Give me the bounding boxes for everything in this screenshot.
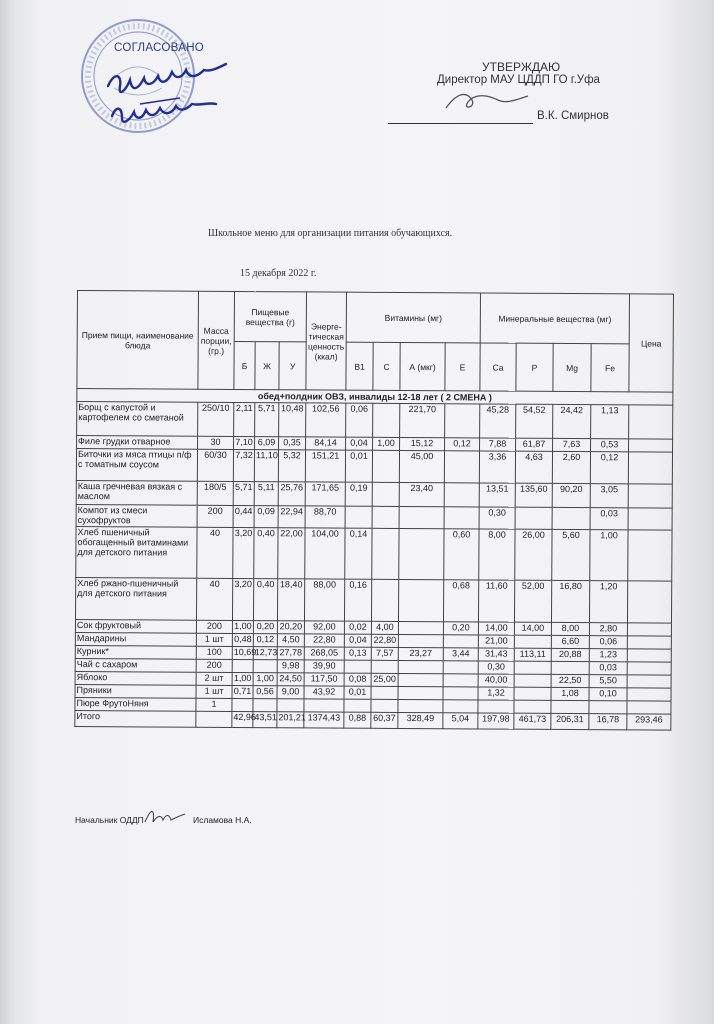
cell-c [372,482,399,506]
cell-b1: 0,08 [344,673,371,686]
dish-name: Курник* [75,645,196,659]
cell-c [372,528,399,579]
total-price: 293,46 [627,714,671,730]
cell-e: 0,60 [444,529,479,580]
total-fe: 16,78 [589,714,627,730]
cell-portion: 2 шт [196,672,232,685]
cell-mg: 20,88 [551,648,589,661]
signature-right-icon [440,84,540,118]
cell-zh: 1,00 [253,673,277,686]
cell-energy: 39,90 [304,660,344,673]
cell-b1 [345,506,372,528]
cell-mg: 1,08 [551,687,589,700]
cell-e [443,661,478,674]
dish-name: Пюре ФрутоНяня [75,697,196,711]
cell-e [444,483,479,507]
header-b1: В1 [346,342,373,390]
cell-fe: 1,20 [589,581,627,623]
header-a: А (мкг) [400,342,445,390]
cell-ca: 21,00 [478,635,514,648]
dish-name: Хлеб пшеничный обогащенный витаминами для детского питания [76,526,197,578]
cell-e [444,507,479,529]
cell-u: 9,00 [277,686,304,699]
cell-a: 15,12 [400,437,445,450]
cell-e [445,404,480,438]
cell-mg [552,507,590,529]
cell-p [514,635,551,648]
total-b1: 0,88 [344,712,371,728]
approve-title: УТВЕРЖДАЮ [482,60,561,74]
header-meal: Прием пищи, наименование блюда [77,291,199,390]
cell-b1: 0,04 [344,634,371,647]
cell-u: 18,40 [277,579,304,621]
cell-zh [253,699,277,712]
cell-fe [589,701,627,714]
cell-a: 45,00 [399,450,444,482]
header-minerals: Минеральные вещества (мг) [480,293,629,344]
cell-energy: 92,00 [304,621,344,634]
cell-c: 25,00 [371,673,398,686]
cell-b: 5,71 [233,481,254,505]
cell-a [399,528,444,579]
cell-u [277,699,304,712]
cell-ca: 3,36 [479,451,515,483]
cell-price [628,530,672,581]
dish-name: Яблоко [75,671,196,685]
cell-u: 20,20 [277,621,304,634]
cell-zh: 5,71 [255,403,279,437]
cell-price [627,701,671,714]
total-zh: 43,51 [253,712,277,728]
cell-portion: 200 [197,505,233,527]
total-row [75,710,671,730]
cell-b [232,698,253,711]
cell-a [398,660,443,673]
cell-fe: 1,23 [589,649,627,662]
cell-fe: 0,12 [590,452,628,484]
cell-u: 9,98 [277,660,304,673]
signature-line [388,123,533,124]
cell-b1 [344,660,371,673]
cell-e [443,687,478,700]
cell-zh: 5,11 [254,482,278,506]
cell-b1: 0,16 [344,579,371,621]
cell-mg: 24,42 [553,404,591,438]
cell-e: 0,20 [443,622,478,635]
cell-zh: 0,20 [253,621,277,634]
cell-energy: 88,00 [304,579,344,621]
header-portion: Масса порции, (гр.) [198,291,235,389]
total-portion [196,711,232,727]
cell-b: 7,32 [233,449,254,481]
cell-b: 0,44 [233,505,254,527]
cell-u: 0,35 [279,437,306,450]
cell-mg [551,700,589,713]
header-energy: Энерге-тическая ценность (ккал) [306,292,347,390]
cell-b: 0,71 [232,685,253,698]
cell-portion: 40 [197,527,233,578]
cell-ca [478,700,514,713]
total-label: Итого [75,710,196,727]
cell-p: 26,00 [515,529,552,580]
table-row [76,480,672,508]
cell-b: 7,10 [234,436,255,449]
cell-price [628,452,672,484]
table-row [76,449,672,485]
total-u: 201,21 [277,712,304,728]
cell-b1: 0,01 [344,686,371,699]
cell-zh: 0,12 [253,634,277,647]
cell-a [398,686,443,699]
cell-u: 22,94 [278,506,305,528]
cell-p: 54,52 [516,404,553,438]
cell-b1: 0,14 [345,528,372,579]
cell-c [371,686,398,699]
header-mg: Mg [553,343,591,391]
cell-a [398,673,443,686]
total-e: 5,04 [443,713,478,729]
cell-portion: 100 [196,646,232,659]
cell-ca: 0,30 [479,507,515,529]
cell-b1: 0,19 [345,482,372,506]
cell-p: 135,60 [515,483,552,507]
cell-p: 14,00 [514,622,551,635]
cell-price [627,688,671,701]
approve-role: Директор МАУ ЦДДП ГО г.Уфа [437,74,600,86]
cell-ca: 40,00 [478,674,514,687]
cell-a [399,506,444,528]
header-u: У [279,342,306,390]
cell-mg: 2,60 [552,451,590,483]
cell-mg [551,661,589,674]
cell-energy: 117,50 [304,673,344,686]
cell-b1 [344,699,371,712]
header-nutrients: Пищевые вещества (г) [234,291,306,341]
cell-fe: 0,06 [589,636,627,649]
cell-fe: 1,00 [590,530,628,581]
total-a: 328,49 [398,712,443,728]
cell-b: 1,00 [232,672,253,685]
cell-zh: 6,09 [255,437,279,450]
cell-c [372,506,399,528]
cell-portion: 1 шт [196,633,232,646]
table-row [76,526,672,581]
cell-zh: 0,56 [253,686,277,699]
cell-e [443,635,478,648]
cell-energy: 171,65 [305,482,345,506]
cell-b: 0,48 [232,633,253,646]
cell-ca: 14,00 [478,622,514,635]
dish-name: Филе грудки отварное [77,436,198,450]
table-row [75,577,671,623]
cell-a [398,699,443,712]
header-c: С [373,342,400,390]
cell-p: 4,63 [515,451,552,483]
cell-e: 0,12 [445,438,480,451]
cell-a: 23,27 [398,647,443,660]
table-row [77,402,673,440]
header-price: Цена [629,294,674,392]
cell-b: 3,20 [233,527,254,578]
total-ca: 197,98 [478,713,514,729]
cell-zh: 11,10 [254,450,278,482]
dish-name: Биточки из мяса птицы п/ф с томатным соусом [76,449,197,482]
cell-p: 113,11 [514,648,551,661]
cell-mg: 5,60 [552,529,590,580]
cell-e [443,700,478,713]
cell-energy: 22,80 [304,634,344,647]
cell-mg: 90,20 [552,483,590,507]
cell-portion: 200 [196,659,232,672]
cell-b1: 0,13 [344,647,371,660]
footer-signature-icon [142,804,187,830]
cell-fe: 1,13 [591,405,629,439]
cell-c [373,403,400,437]
cell-p: 61,87 [516,438,553,451]
cell-zh: 0,09 [254,506,278,528]
total-b: 42,96 [232,711,253,727]
cell-p [514,687,551,700]
cell-p [514,661,551,674]
cell-p [514,674,551,687]
section-title: обед+полдник ОВЗ, инвалиды 12-18 лет ( 2 СМЕНА ) [77,389,673,406]
cell-zh: 0,40 [254,528,278,579]
cell-energy: 84,14 [306,437,346,450]
cell-c [372,450,399,482]
header-zh: Ж [255,342,279,390]
cell-a [398,579,443,621]
cell-e: 3,44 [443,648,478,661]
cell-u: 24,50 [277,673,304,686]
cell-portion: 40 [196,578,232,620]
cell-price [627,662,671,675]
cell-ca: 13,51 [479,483,515,507]
dish-name: Чай с сахаром [75,658,196,672]
cell-ca: 8,00 [479,529,515,580]
cell-portion: 60/30 [197,449,233,481]
cell-b: 3,20 [232,578,253,620]
dish-name: Борщ с капустой и картофелем со сметаной [77,402,198,437]
cell-mg: 8,00 [551,622,589,635]
footer-role: Начальник ОДДП [75,815,144,825]
cell-portion: 180/5 [197,481,233,505]
cell-u: 27,78 [277,647,304,660]
header-ca: Са [480,343,516,391]
cell-mg: 7,63 [553,438,591,451]
cell-ca: 45,28 [480,404,516,438]
cell-price [628,508,672,530]
cell-portion: 1 шт [196,685,232,698]
cell-b: 10,69 [232,646,253,659]
cell-ca: 1,32 [478,687,514,700]
cell-c: 7,57 [371,647,398,660]
cell-u: 22,00 [278,528,305,579]
cell-ca: 7,88 [480,438,516,451]
cell-energy: 43,92 [304,686,344,699]
document-title: Школьное меню для организации питания обучающихся. [208,228,453,239]
cell-mg: 16,80 [551,580,589,622]
header-fe: Fe [591,344,629,392]
cell-b1: 0,04 [346,437,373,450]
cell-price [627,636,671,649]
dish-name: Пряники [75,684,196,698]
cell-fe: 0,10 [589,688,627,701]
footer-name: Исламова Н.А. [193,815,252,825]
header-b: Б [234,341,255,389]
cell-b [232,659,253,672]
stamp-label: СОГЛАСОВАНО [114,42,205,54]
cell-energy [304,699,344,712]
dish-name: Хлеб ржано-пшеничный для детского питания [75,577,196,620]
cell-a [398,634,443,647]
dish-name: Компот из смеси сухофруктов [76,504,197,527]
cell-u: 10,48 [279,403,306,437]
cell-e [444,451,479,483]
cell-c: 1,00 [373,437,400,450]
cell-u: 25,76 [278,482,305,506]
cell-c [371,579,398,621]
dish-name: Каша гречневая вязкая с маслом [76,480,197,505]
cell-c: 22,80 [371,634,398,647]
cell-energy: 104,00 [305,528,345,579]
cell-price [628,484,672,508]
cell-a: 221,70 [400,403,445,437]
total-c: 60,37 [371,712,398,728]
cell-u: 4,50 [277,634,304,647]
cell-price [627,581,671,623]
cell-b: 2,11 [234,402,255,436]
cell-b1: 0,01 [345,450,372,482]
header-vitamins: Витамины (мг) [346,292,480,343]
cell-ca: 31,43 [478,648,514,661]
cell-portion: 30 [198,436,234,449]
cell-ca: 11,60 [478,580,514,622]
cell-price [629,439,673,452]
cell-b: 1,00 [232,620,253,633]
cell-e: 0,68 [443,580,478,622]
cell-price [629,405,673,439]
cell-portion: 1 [196,698,232,711]
cell-e [443,674,478,687]
total-energy: 1374,43 [304,712,344,728]
signature-left-icon [100,60,270,140]
cell-p [514,700,551,713]
document-date: 15 декабря 2022 г. [240,268,317,279]
approve-name: В.К. Смирнов [537,110,609,122]
dish-name: Сок фруктовый [75,619,196,633]
cell-fe: 3,05 [590,484,628,508]
cell-p [515,507,552,529]
cell-p: 52,00 [514,580,551,622]
cell-portion: 200 [196,620,232,633]
cell-price [627,649,671,662]
cell-u: 5,32 [278,450,305,482]
cell-c: 4,00 [371,621,398,634]
cell-zh: 0,40 [253,579,277,621]
cell-mg: 6,60 [551,635,589,648]
cell-price [627,623,671,636]
cell-fe: 5,50 [589,675,627,688]
cell-price [627,675,671,688]
cell-mg: 22,50 [551,674,589,687]
total-mg: 206,31 [551,713,589,729]
cell-zh: 12,73 [253,647,277,660]
header-e: Е [445,343,480,391]
cell-energy: 88,70 [305,506,345,528]
cell-a [398,621,443,634]
cell-fe: 0,03 [590,508,628,530]
cell-b1: 0,02 [344,621,371,634]
cell-b1: 0,06 [346,403,373,437]
dish-name: Мандарины [75,632,196,646]
cell-fe: 2,80 [589,623,627,636]
cell-fe: 0,53 [591,439,629,452]
cell-portion: 250/10 [198,402,234,436]
menu-table [74,290,674,731]
cell-a: 23,40 [399,482,444,506]
cell-energy: 151,21 [305,450,345,482]
header-p: Р [516,343,553,391]
cell-ca: 0,30 [478,661,514,674]
cell-fe: 0,03 [589,662,627,675]
cell-zh [253,660,277,673]
total-p: 461,73 [514,713,551,729]
cell-energy: 268,05 [304,647,344,660]
cell-c [371,660,398,673]
cell-energy: 102,56 [306,403,346,437]
cell-c [371,699,398,712]
